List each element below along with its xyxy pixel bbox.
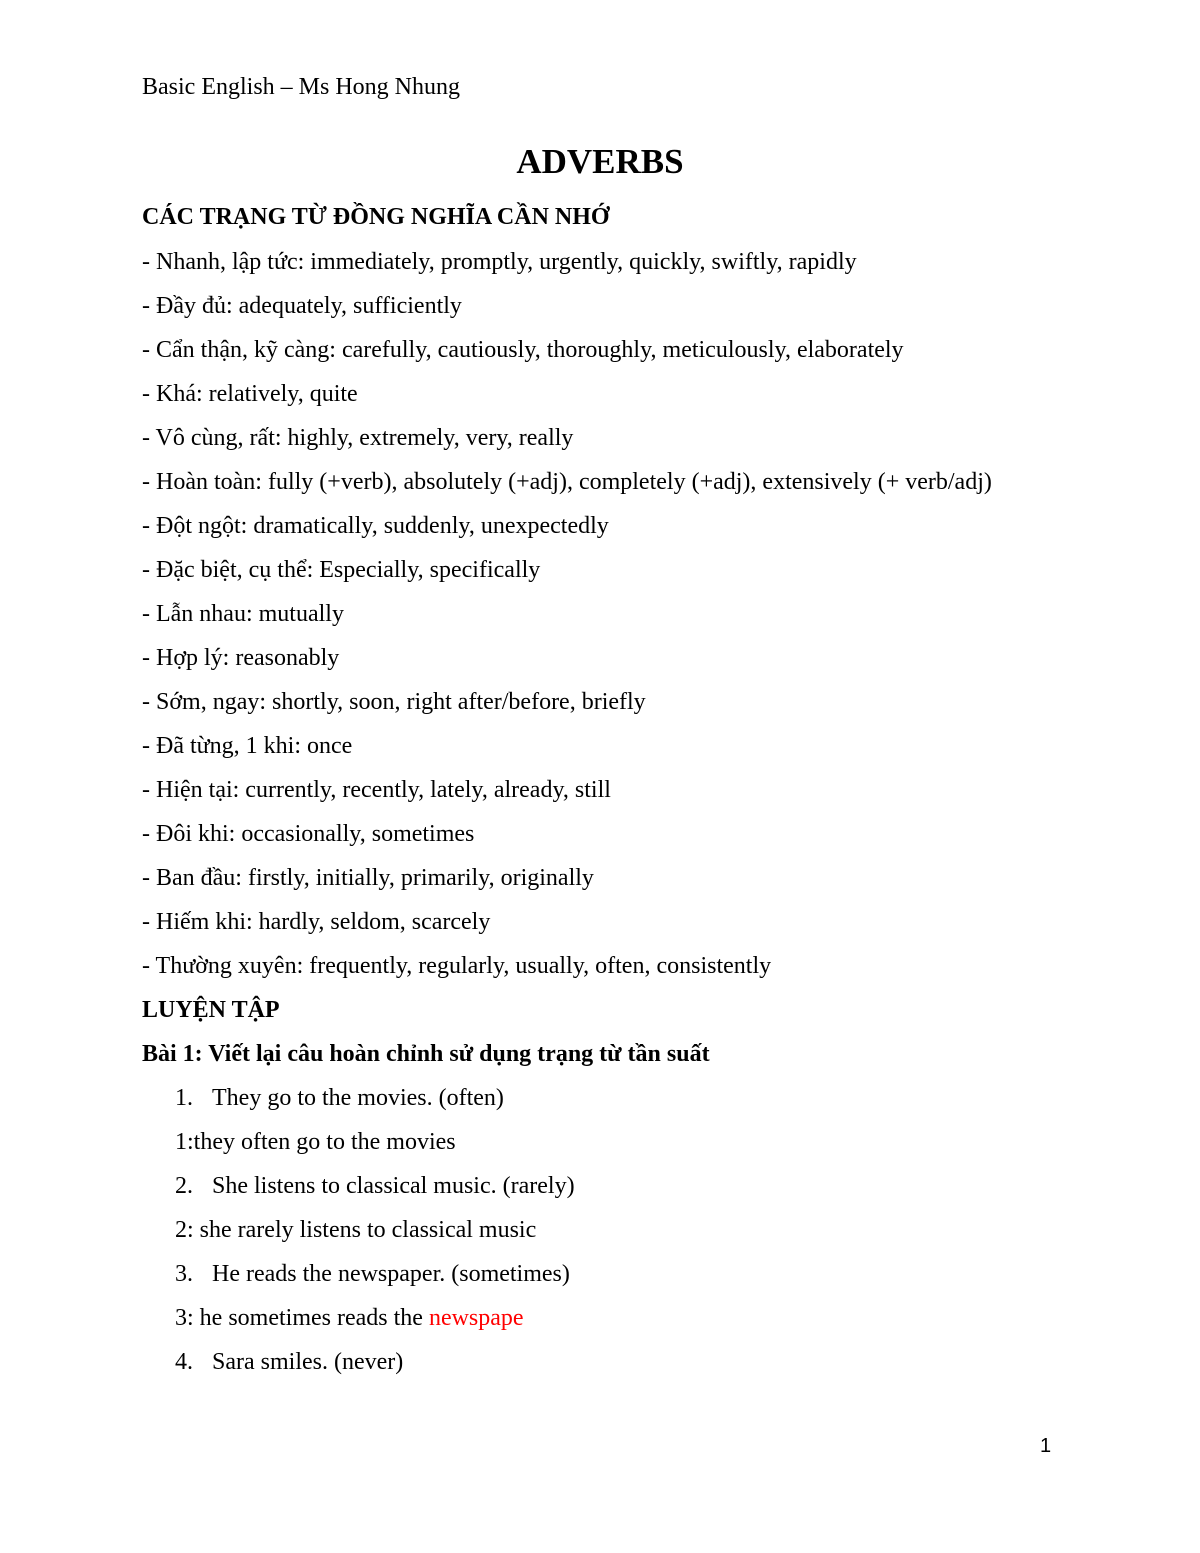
synonym-line: - Lẫn nhau: mutually bbox=[142, 601, 344, 627]
synonym-line: - Cẩn thận, kỹ càng: carefully, cautiously, thoroughly, meticulously, elaborately bbox=[142, 337, 904, 363]
question-number: 1. bbox=[175, 1085, 193, 1111]
exercise-answer-2: 2: she rarely listens to classical music bbox=[175, 1217, 537, 1243]
synonym-line: - Vô cùng, rất: highly, extremely, very, really bbox=[142, 425, 574, 451]
question-number: 2. bbox=[175, 1173, 193, 1199]
synonym-line: - Đôi khi: occasionally, sometimes bbox=[142, 821, 475, 847]
document-title: ADVERBS bbox=[516, 142, 684, 181]
exercise-answer-3 bbox=[175, 1301, 524, 1335]
exercise-heading: Bài 1: Viết lại câu hoàn chỉnh sử dụng trạng từ tần suất bbox=[142, 1041, 710, 1067]
synonym-line: - Hoàn toàn: fully (+verb), absolutely (+adj), completely (+adj), extensively (+ verb/adj) bbox=[142, 469, 992, 495]
question-text: She listens to classical music. (rarely) bbox=[212, 1173, 575, 1199]
page-header: Basic English – Ms Hong Nhung bbox=[142, 74, 460, 100]
synonym-line: - Hợp lý: reasonably bbox=[142, 645, 340, 671]
exercise-question-3 bbox=[175, 1257, 570, 1291]
answer-text: 3: he sometimes reads the bbox=[175, 1305, 429, 1331]
question-number: 4. bbox=[175, 1349, 193, 1375]
question-number: 3. bbox=[175, 1261, 193, 1287]
synonym-line: - Nhanh, lập tức: immediately, promptly, urgently, quickly, swiftly, rapidly bbox=[142, 249, 857, 275]
exercise-question-2 bbox=[175, 1169, 575, 1203]
question-text: They go to the movies. (often) bbox=[212, 1085, 504, 1111]
question-text: He reads the newspaper. (sometimes) bbox=[212, 1261, 570, 1287]
synonym-line: - Đặc biệt, cụ thể: Especially, specifically bbox=[142, 557, 541, 583]
synonym-line: - Khá: relatively, quite bbox=[142, 381, 358, 407]
exercise-answer-1: 1:they often go to the movies bbox=[175, 1129, 456, 1155]
synonym-line: - Ban đầu: firstly, initially, primarily, originally bbox=[142, 865, 594, 891]
exercise-question-1 bbox=[175, 1081, 504, 1115]
synonym-line: - Thường xuyên: frequently, regularly, usually, often, consistently bbox=[142, 953, 772, 979]
exercise-question-4 bbox=[175, 1345, 403, 1379]
question-text: Sara smiles. (never) bbox=[212, 1349, 404, 1375]
page-number: 1 bbox=[1040, 1435, 1052, 1457]
highlighted-word: newspape bbox=[428, 1305, 524, 1331]
synonym-line: - Sớm, ngay: shortly, soon, right after/before, briefly bbox=[142, 689, 646, 715]
synonym-line: - Hiện tại: currently, recently, lately, already, still bbox=[142, 777, 611, 803]
synonym-line: - Đột ngột: dramatically, suddenly, unexpectedly bbox=[142, 513, 609, 539]
synonym-line: - Đã từng, 1 khi: once bbox=[142, 733, 353, 759]
synonym-line: - Đầy đủ: adequately, sufficiently bbox=[142, 293, 462, 319]
section-heading-practice: LUYỆN TẬP bbox=[142, 997, 280, 1023]
section-heading-synonyms: CÁC TRẠNG TỪ ĐỒNG NGHĨA CẦN NHỚ bbox=[142, 204, 610, 230]
synonym-line: - Hiếm khi: hardly, seldom, scarcely bbox=[142, 909, 491, 935]
